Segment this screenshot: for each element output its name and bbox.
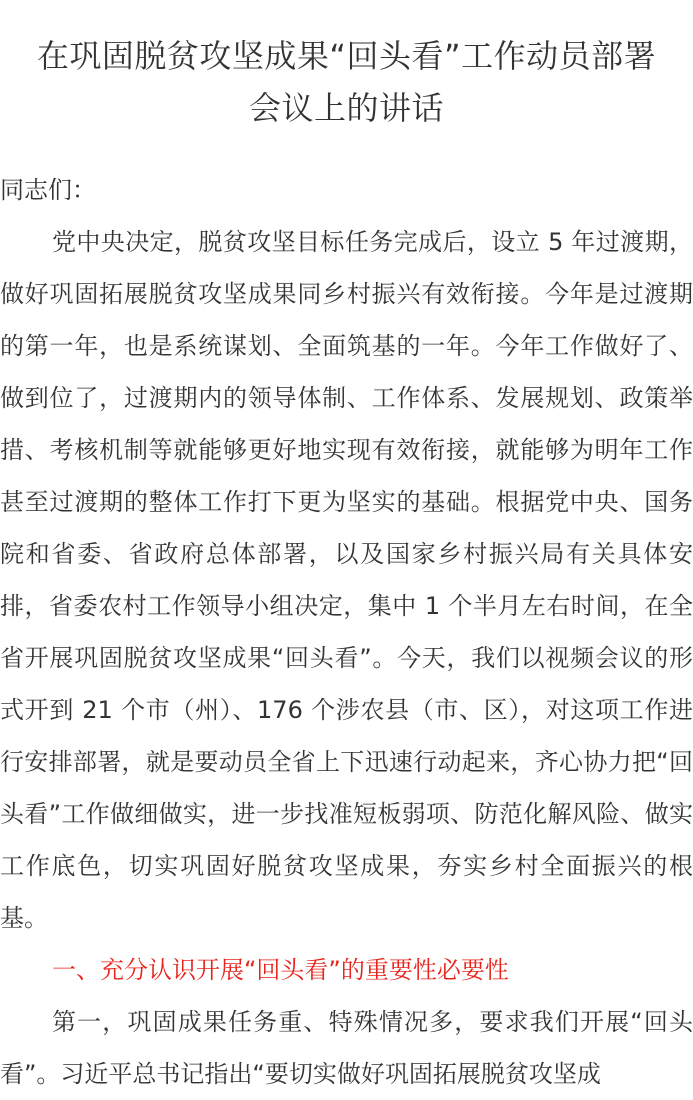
document-title: [0, 0, 693, 134]
salutation: 同志们：: [0, 176, 96, 204]
body-paragraph-1: 党中央决定，脱贫攻坚目标任务完成后，设立 5 年过渡期，做好巩固拓展脱贫攻坚成果同乡村振兴有效衔接。今年是过渡期的第一年，也是系统谋划、全面筑基的一年。今年工作做好了、做到位了，过渡期内的领导体制、工作体系、发展规划、政策举措、考核机制等就能够更好地实现有效衔接，就能够为明年工作甚至过渡期的整体工作打下更为坚实的基础。根据党中央、国务院和省委、省政府总体部署，以及国家乡村振兴局有关具体安排，省委农村工作领导小组决定，集中 1 个半月左右时间，在全省开展巩固脱贫攻坚成果“回头看”。今天，我们以视频会议的形式开到 21 个市（州）、176 个涉农县（市、区），对这项工作进行安排部署，就是要动员全省上下迅速行动起来，齐心协力把“回头看”工作做细做实，进一步找准短板弱项、防范化解风险、做实工作底色，切实巩固好脱贫攻坚成果，夯实乡村全面振兴的根基。: [0, 228, 693, 932]
section-heading-1: 一、充分认识开展“回头看”的重要性必要性: [52, 956, 509, 984]
document-body: [0, 164, 693, 1100]
body-paragraph-2: 第一，巩固成果任务重、特殊情况多，要求我们开展“回头看”。习近平总书记指出“要切实做好巩固拓展脱贫攻坚成: [0, 1008, 693, 1088]
document-title-line2: 会议上的讲话: [248, 89, 444, 127]
document-title-line1: 在巩固脱贫攻坚成果“回头看”工作动员部署: [36, 37, 657, 75]
